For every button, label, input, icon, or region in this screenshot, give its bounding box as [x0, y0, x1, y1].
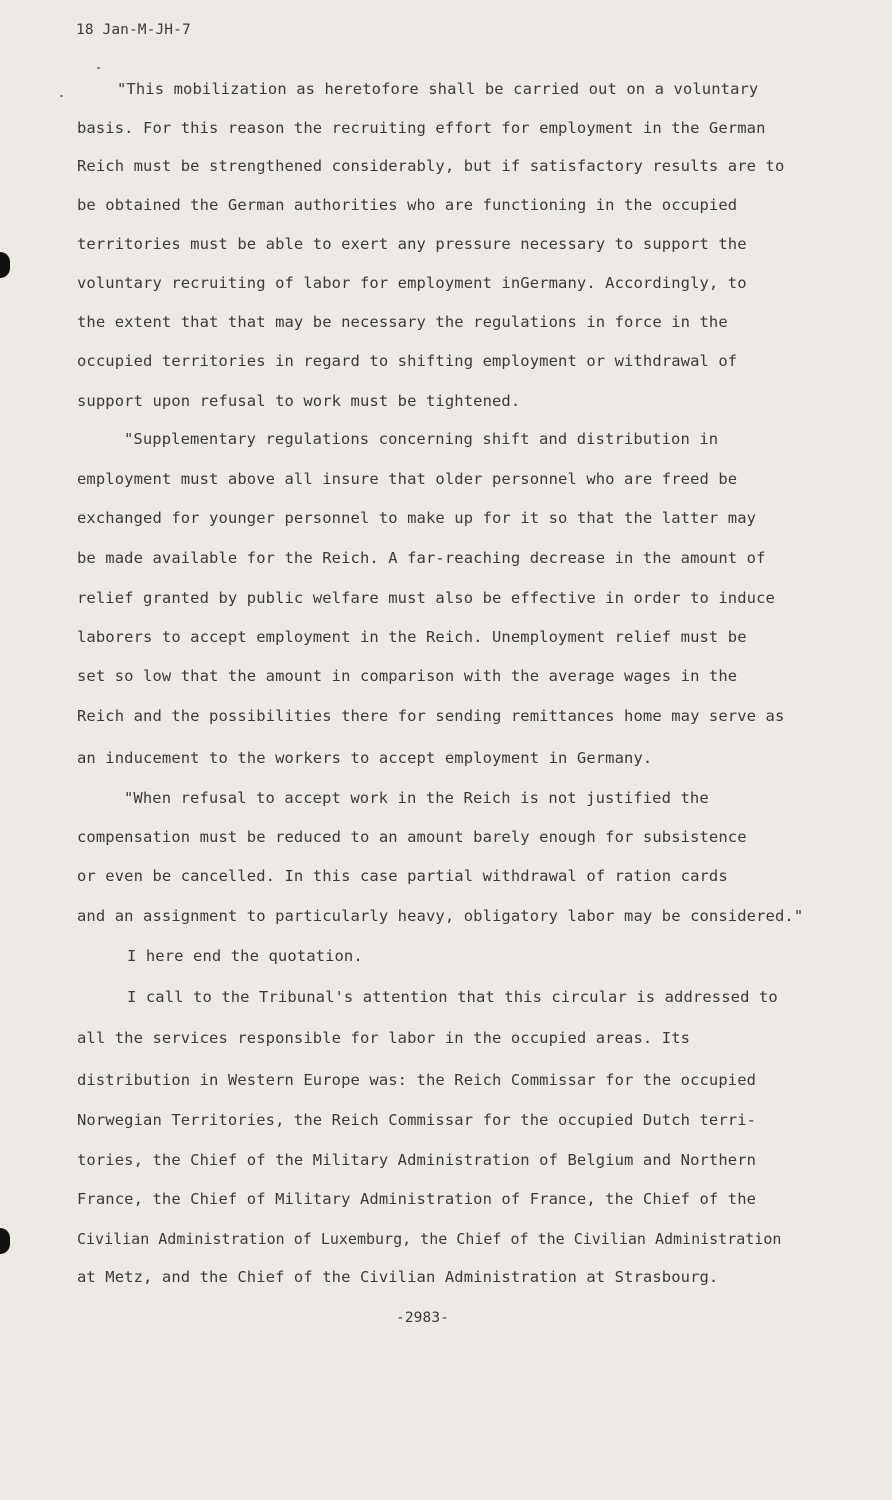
body-line: "Supplementary regulations concerning shift and distribution in [124, 430, 719, 448]
body-line: be made available for the Reich. A far-reaching decrease in the amount of [77, 549, 766, 567]
body-line: tories, the Chief of the Military Administration of Belgium and Northern [77, 1151, 757, 1169]
body-line: exchanged for younger personnel to make up for it so that the latter may [77, 509, 757, 527]
body-line: set so low that the amount in comparison with the average wages in the [77, 667, 738, 685]
body-line: "This mobilization as heretofore shall be carried out on a voluntary [117, 80, 759, 98]
binder-hole-top [0, 252, 10, 278]
body-line: Reich must be strengthened considerably, but if satisfactory results are to [77, 157, 785, 175]
body-line: Norwegian Territories, the Reich Commissar for the occupied Dutch terri- [77, 1111, 757, 1129]
body-line: basis. For this reason the recruiting effort for employment in the German [77, 119, 766, 137]
body-line: Reich and the possibilities there for sending remittances home may serve as [77, 707, 785, 725]
body-line: employment must above all insure that older personnel who are freed be [77, 470, 738, 488]
body-line: compensation must be reduced to an amount barely enough for subsistence [77, 828, 747, 846]
body-line: support upon refusal to work must be tightened. [77, 392, 521, 410]
body-line: be obtained the German authorities who are functioning in the occupied [77, 196, 738, 214]
body-line: laborers to accept employment in the Reich. Unemployment relief must be [77, 628, 747, 646]
body-line: all the services responsible for labor in the occupied areas. Its [77, 1029, 691, 1047]
body-line: I call to the Tribunal's attention that this circular is addressed to [127, 988, 778, 1006]
body-line: "When refusal to accept work in the Reich is not justified the [124, 789, 709, 807]
page-header: 18 Jan-M-JH-7 [76, 22, 191, 38]
body-line: territories must be able to exert any pressure necessary to support the [77, 235, 747, 253]
body-line: France, the Chief of Military Administration of France, the Chief of the [77, 1190, 757, 1208]
body-line: voluntary recruiting of labor for employment inGermany. Accordingly, to [77, 274, 747, 292]
body-line: relief granted by public welfare must also be effective in order to induce [77, 589, 775, 607]
body-line: or even be cancelled. In this case partial withdrawal of ration cards [77, 867, 728, 885]
body-line: I here end the quotation. [127, 947, 363, 965]
ink-speck [97, 67, 100, 69]
body-line: the extent that that may be necessary the regulations in force in the [77, 313, 728, 331]
ink-speck [60, 95, 63, 97]
body-line: and an assignment to particularly heavy, obligatory labor may be considered." [77, 907, 804, 925]
body-line: Civilian Administration of Luxemburg, the Chief of the Civilian Administration [77, 1230, 782, 1248]
binder-hole-bottom [0, 1228, 10, 1254]
body-line: distribution in Western Europe was: the Reich Commissar for the occupied [77, 1071, 757, 1089]
body-line: at Metz, and the Chief of the Civilian Administration at Strasbourg. [77, 1268, 719, 1286]
body-line: an inducement to the workers to accept employment in Germany. [77, 749, 653, 767]
page-number: -2983- [396, 1310, 449, 1326]
body-line: occupied territories in regard to shifting employment or withdrawal of [77, 352, 738, 370]
